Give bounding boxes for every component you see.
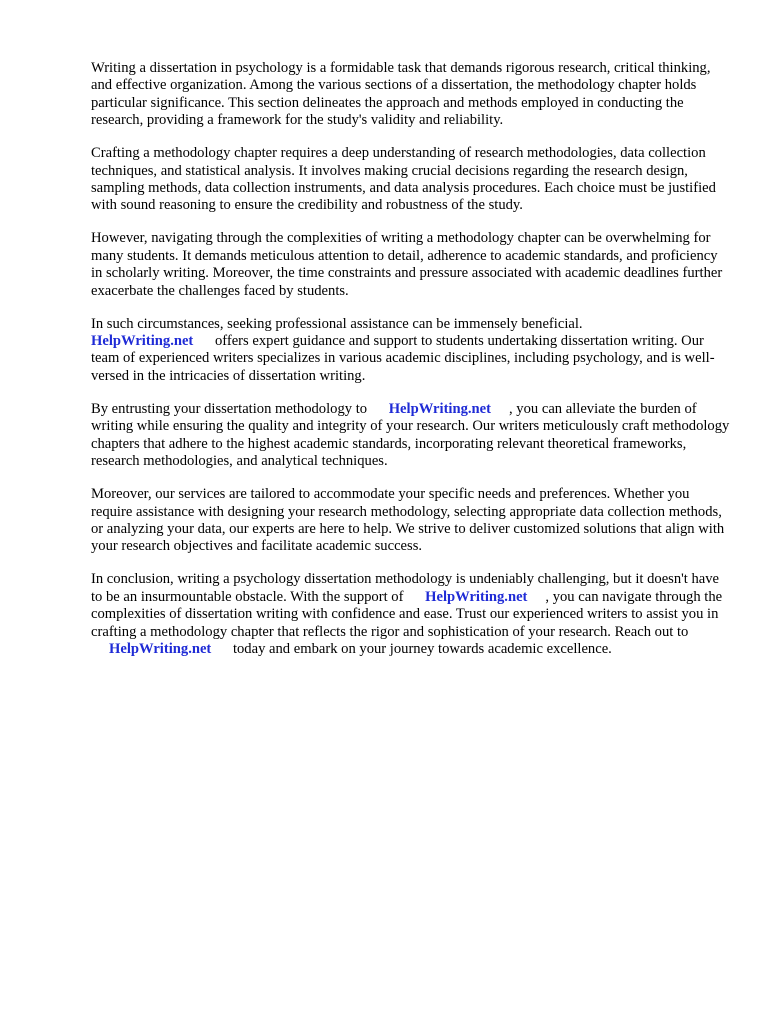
paragraph-text: , you can alleviate the burden of writing while ensuring the quality and integrity of your research. Our writers meticulously craft methodology chapters that adhere to the highest academic standards, incorporating relevant theoretical frameworks, research methodologies, and analytical techniques. [91, 400, 730, 470]
paragraph-challenges: However, navigating through the complexities of writing a methodology chapter can be overwhelming for many students. It demands meticulous attention to detail, adherence to academic standards, and proficiency in scholarly writing. Moreover, the time constraints and pressure associated with academic deadlines further exacerbate the challenges faced by students. [91, 230, 723, 299]
paragraph-entrusting [91, 401, 731, 471]
document-body [91, 60, 731, 674]
paragraph-conclusion [91, 571, 731, 658]
paragraph-intro: Writing a dissertation in psychology is a formidable task that demands rigorous research, critical thinking, and effective organization. Among the various sections of a dissertation, the methodology chapter holds particular significance. This section delineates the approach and methods employed in conducting the research, providing a framework for the study's validity and reliability. [91, 60, 711, 129]
helpwriting-link[interactable]: HelpWriting.net [425, 588, 528, 605]
paragraph-methodology-requirements: Crafting a methodology chapter requires a deep understanding of research methodologies, data collection techniques, and statistical analysis. It involves making crucial decisions regarding the research design, sampling methods, data collection instruments, and data analysis procedures. Each choice must be justified with sound reasoning to ensure the credibility and robustness of the study. [91, 145, 716, 214]
paragraph-services: Moreover, our services are tailored to accommodate your specific needs and preferences. Whether you require assistance with designing your research methodology, selecting appropriate data collection methods, or analyzing your data, our experts are here to help. We strive to deliver customized solutions that align with your research objectives and facilitate academic success. [91, 486, 725, 555]
paragraph-assistance [91, 316, 731, 386]
paragraph-text: In conclusion, writing a psychology dissertation methodology is undeniably challenging, but it doesn't have to be an insurmountable obstacle. With the support of [91, 571, 720, 605]
helpwriting-link[interactable]: HelpWriting.net [388, 400, 491, 417]
helpwriting-link[interactable]: HelpWriting.net [91, 333, 194, 350]
paragraph-text: offers expert guidance and support to students undertaking dissertation writing. Our team of experienced writers specializes in various academic disciplines, including psychology, and is well-versed in the intricacies of dissertation writing. [91, 333, 715, 384]
helpwriting-link[interactable]: HelpWriting.net [109, 640, 212, 657]
paragraph-text: By entrusting your dissertation methodology to [91, 400, 368, 417]
paragraph-text: today and embark on your journey towards academic excellence. [232, 640, 612, 657]
paragraph-text: In such circumstances, seeking professional assistance can be immensely beneficial. [91, 315, 583, 332]
paragraph-text: , you can navigate through the complexities of dissertation writing with confidence and ease. Trust our experienced writers to assist you in crafting a methodology chapter that reflects the rigor and sophistication of your research. Reach out to [91, 588, 723, 640]
